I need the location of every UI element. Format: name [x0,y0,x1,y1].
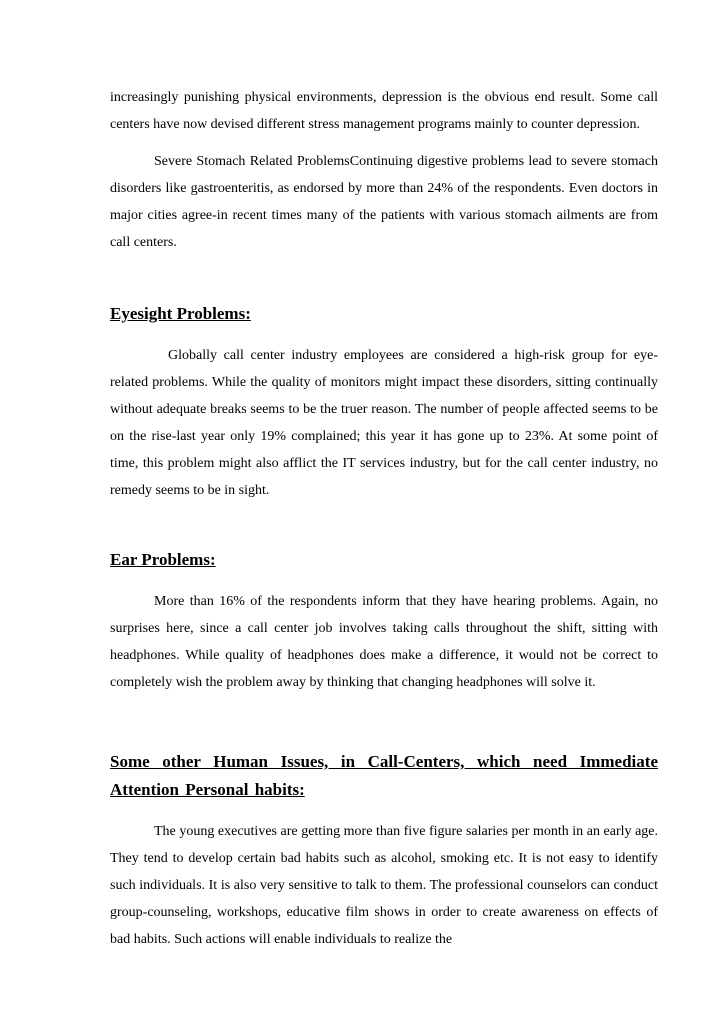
personal-habits-paragraph: The young executives are getting more than five figure salaries per month in an early age. They tend to develop certain bad habits such as alcohol, smoking etc. It is not easy to identify such individuals. It is also very sensitive to talk to them. The professional counselors can conduct group-counseling, workshops, educative film shows in order to create awareness on effects of bad habits. Such actions will enable individuals to realize the [110,824,658,947]
document-page [110,84,658,953]
stomach-paragraph: Severe Stomach Related ProblemsContinuing digestive problems lead to severe stomach disorders like gastroenteritis, as endorsed by more than 24% of the respondents. Even doctors in major cities agree-in recent times many of the patients with various stomach ailments are from call centers. [110,154,658,250]
ear-heading: Ear Problems: [110,550,216,569]
other-issues-heading: Some other Human Issues, in Call-Centers, which need Immediate Attention Personal habits: [110,752,658,799]
ear-paragraph: More than 16% of the respondents inform that they have hearing problems. Again, no surprises here, since a call center job involves taking calls throughout the shift, sitting with headphones. While quality of headphones does make a difference, it would not be correct to completely wish the problem away by thinking that changing headphones will solve it. [110,594,658,690]
eyesight-heading: Eyesight Problems: [110,304,251,323]
depression-paragraph: increasingly punishing physical environments, depression is the obvious end result. Some call centers have now devised different stress management programs mainly to counter depression. [110,90,658,132]
eyesight-paragraph: Globally call center industry employees are considered a high-risk group for eye-related problems. While the quality of monitors might impact these disorders, sitting continually without adequate breaks seems to be the truer reason. The number of people affected seems to be on the rise-last year only 19% complained; this year it has gone up to 23%. At some point of time, this problem might also afflict the IT services industry, but for the call center industry, no remedy seems to be in sight. [110,348,658,498]
